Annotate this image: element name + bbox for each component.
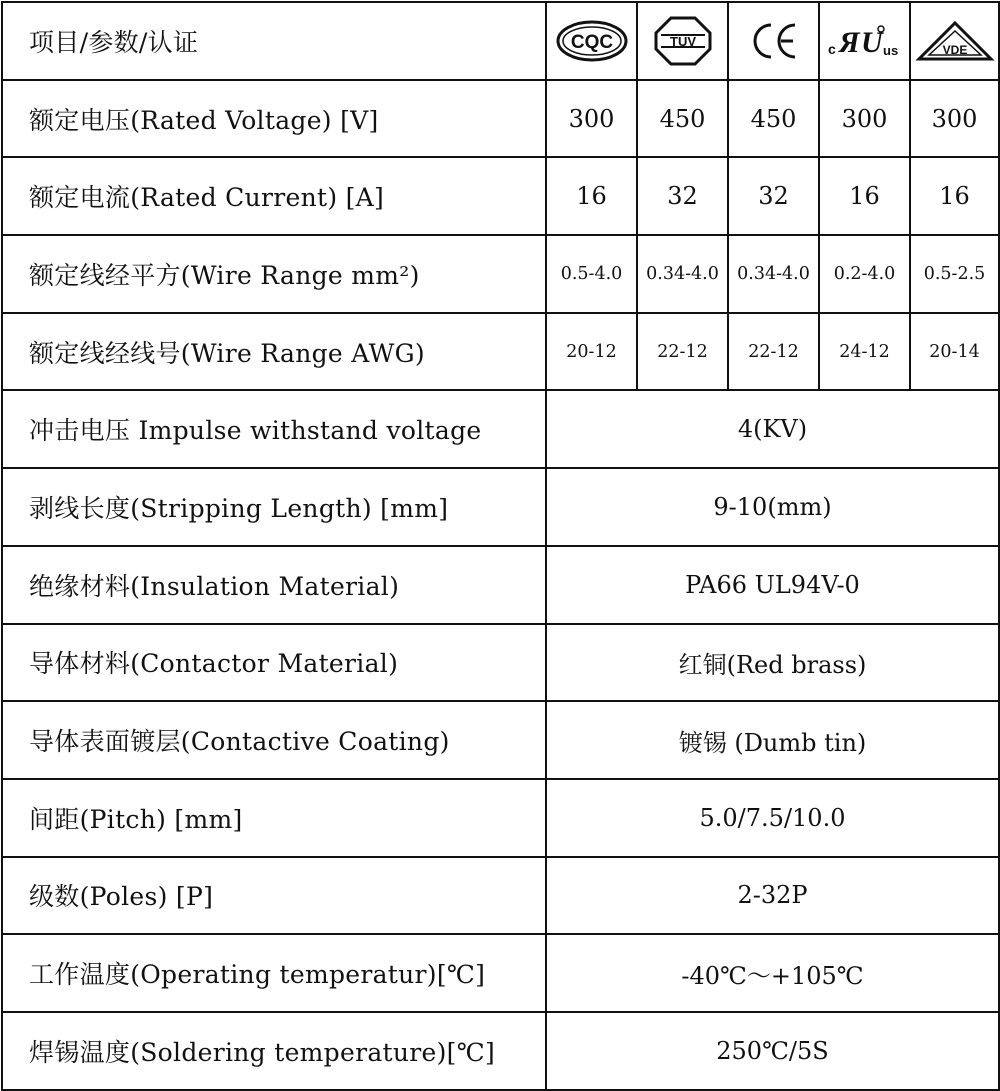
cell-value: 0.2-4.0 xyxy=(819,235,910,313)
table-row xyxy=(2,857,999,935)
cell-value: 24-12 xyxy=(819,313,910,391)
cell-value: 红铜(Red brass) xyxy=(546,624,999,702)
vde-logo-icon xyxy=(910,2,999,80)
table-row xyxy=(2,1012,999,1090)
cell-value: PA66 UL94V-0 xyxy=(546,546,999,624)
table-row xyxy=(2,313,999,391)
header-row xyxy=(2,2,999,80)
cell-value: 16 xyxy=(819,157,910,235)
cell-value: 450 xyxy=(728,80,819,158)
cell-value: 32 xyxy=(728,157,819,235)
row-label: 间距(Pitch) [mm] xyxy=(2,779,546,857)
table-row xyxy=(2,546,999,624)
cell-value: 300 xyxy=(910,80,999,158)
svg-text:TÜV: TÜV xyxy=(669,33,696,49)
cell-value: 22-12 xyxy=(728,313,819,391)
cell-value: 22-12 xyxy=(637,313,728,391)
row-label: 导体材料(Contactor Material) xyxy=(2,624,546,702)
table-row xyxy=(2,624,999,702)
table-row xyxy=(2,157,999,235)
row-label: 剥线长度(Stripping Length) [mm] xyxy=(2,468,546,546)
culus-logo-icon xyxy=(819,2,910,80)
row-label: 额定线经线号(Wire Range AWG) xyxy=(2,313,546,391)
table-row xyxy=(2,934,999,1012)
cell-value: 0.5-2.5 xyxy=(910,235,999,313)
row-label: 额定电压(Rated Voltage) [V] xyxy=(2,80,546,158)
cell-value: 16 xyxy=(910,157,999,235)
cell-value: 4(KV) xyxy=(546,390,999,468)
table-row xyxy=(2,80,999,158)
cqc-logo-icon xyxy=(546,2,637,80)
cell-value: -40℃～+105℃ xyxy=(546,934,999,1012)
cell-value: 300 xyxy=(546,80,637,158)
svg-text:CQC: CQC xyxy=(570,31,613,53)
row-label: 工作温度(Operating temperatur)[℃] xyxy=(2,934,546,1012)
ce-logo-icon xyxy=(728,2,819,80)
spec-table xyxy=(1,1,1000,1091)
cell-value: 2-32P xyxy=(546,857,999,935)
row-label: 级数(Poles) [P] xyxy=(2,857,546,935)
cell-value: 0.5-4.0 xyxy=(546,235,637,313)
cell-value: 300 xyxy=(819,80,910,158)
table-row xyxy=(2,779,999,857)
table-row xyxy=(2,390,999,468)
row-label: 冲击电压 Impulse withstand voltage xyxy=(2,390,546,468)
tuv-logo-icon xyxy=(637,2,728,80)
svg-text:c: c xyxy=(827,40,836,57)
cell-value: 镀锡 (Dumb tin) xyxy=(546,701,999,779)
table-row xyxy=(2,235,999,313)
cell-value: 20-14 xyxy=(910,313,999,391)
row-label: 绝缘材料(Insulation Material) xyxy=(2,546,546,624)
row-label: 导体表面镀层(Contactive Coating) xyxy=(2,701,546,779)
row-label: 额定电流(Rated Current) [A] xyxy=(2,157,546,235)
header-label: 项目/参数/认证 xyxy=(2,2,546,80)
cell-value: 450 xyxy=(637,80,728,158)
cell-value: 32 xyxy=(637,157,728,235)
row-label: 额定线经平方(Wire Range mm²) xyxy=(2,235,546,313)
svg-text:Я: Я xyxy=(838,25,860,59)
cell-value: 20-12 xyxy=(546,313,637,391)
svg-text:VDE: VDE xyxy=(942,42,967,57)
table-row xyxy=(2,468,999,546)
cell-value: 16 xyxy=(546,157,637,235)
svg-text:us: us xyxy=(882,42,898,58)
cell-value: 9-10(mm) xyxy=(546,468,999,546)
cell-value: 5.0/7.5/10.0 xyxy=(546,779,999,857)
row-label: 焊锡温度(Soldering temperature)[℃] xyxy=(2,1012,546,1090)
cell-value: 0.34-4.0 xyxy=(728,235,819,313)
svg-text:U: U xyxy=(860,25,883,59)
cell-value: 0.34-4.0 xyxy=(637,235,728,313)
table-row xyxy=(2,701,999,779)
cell-value: 250℃/5S xyxy=(546,1012,999,1090)
